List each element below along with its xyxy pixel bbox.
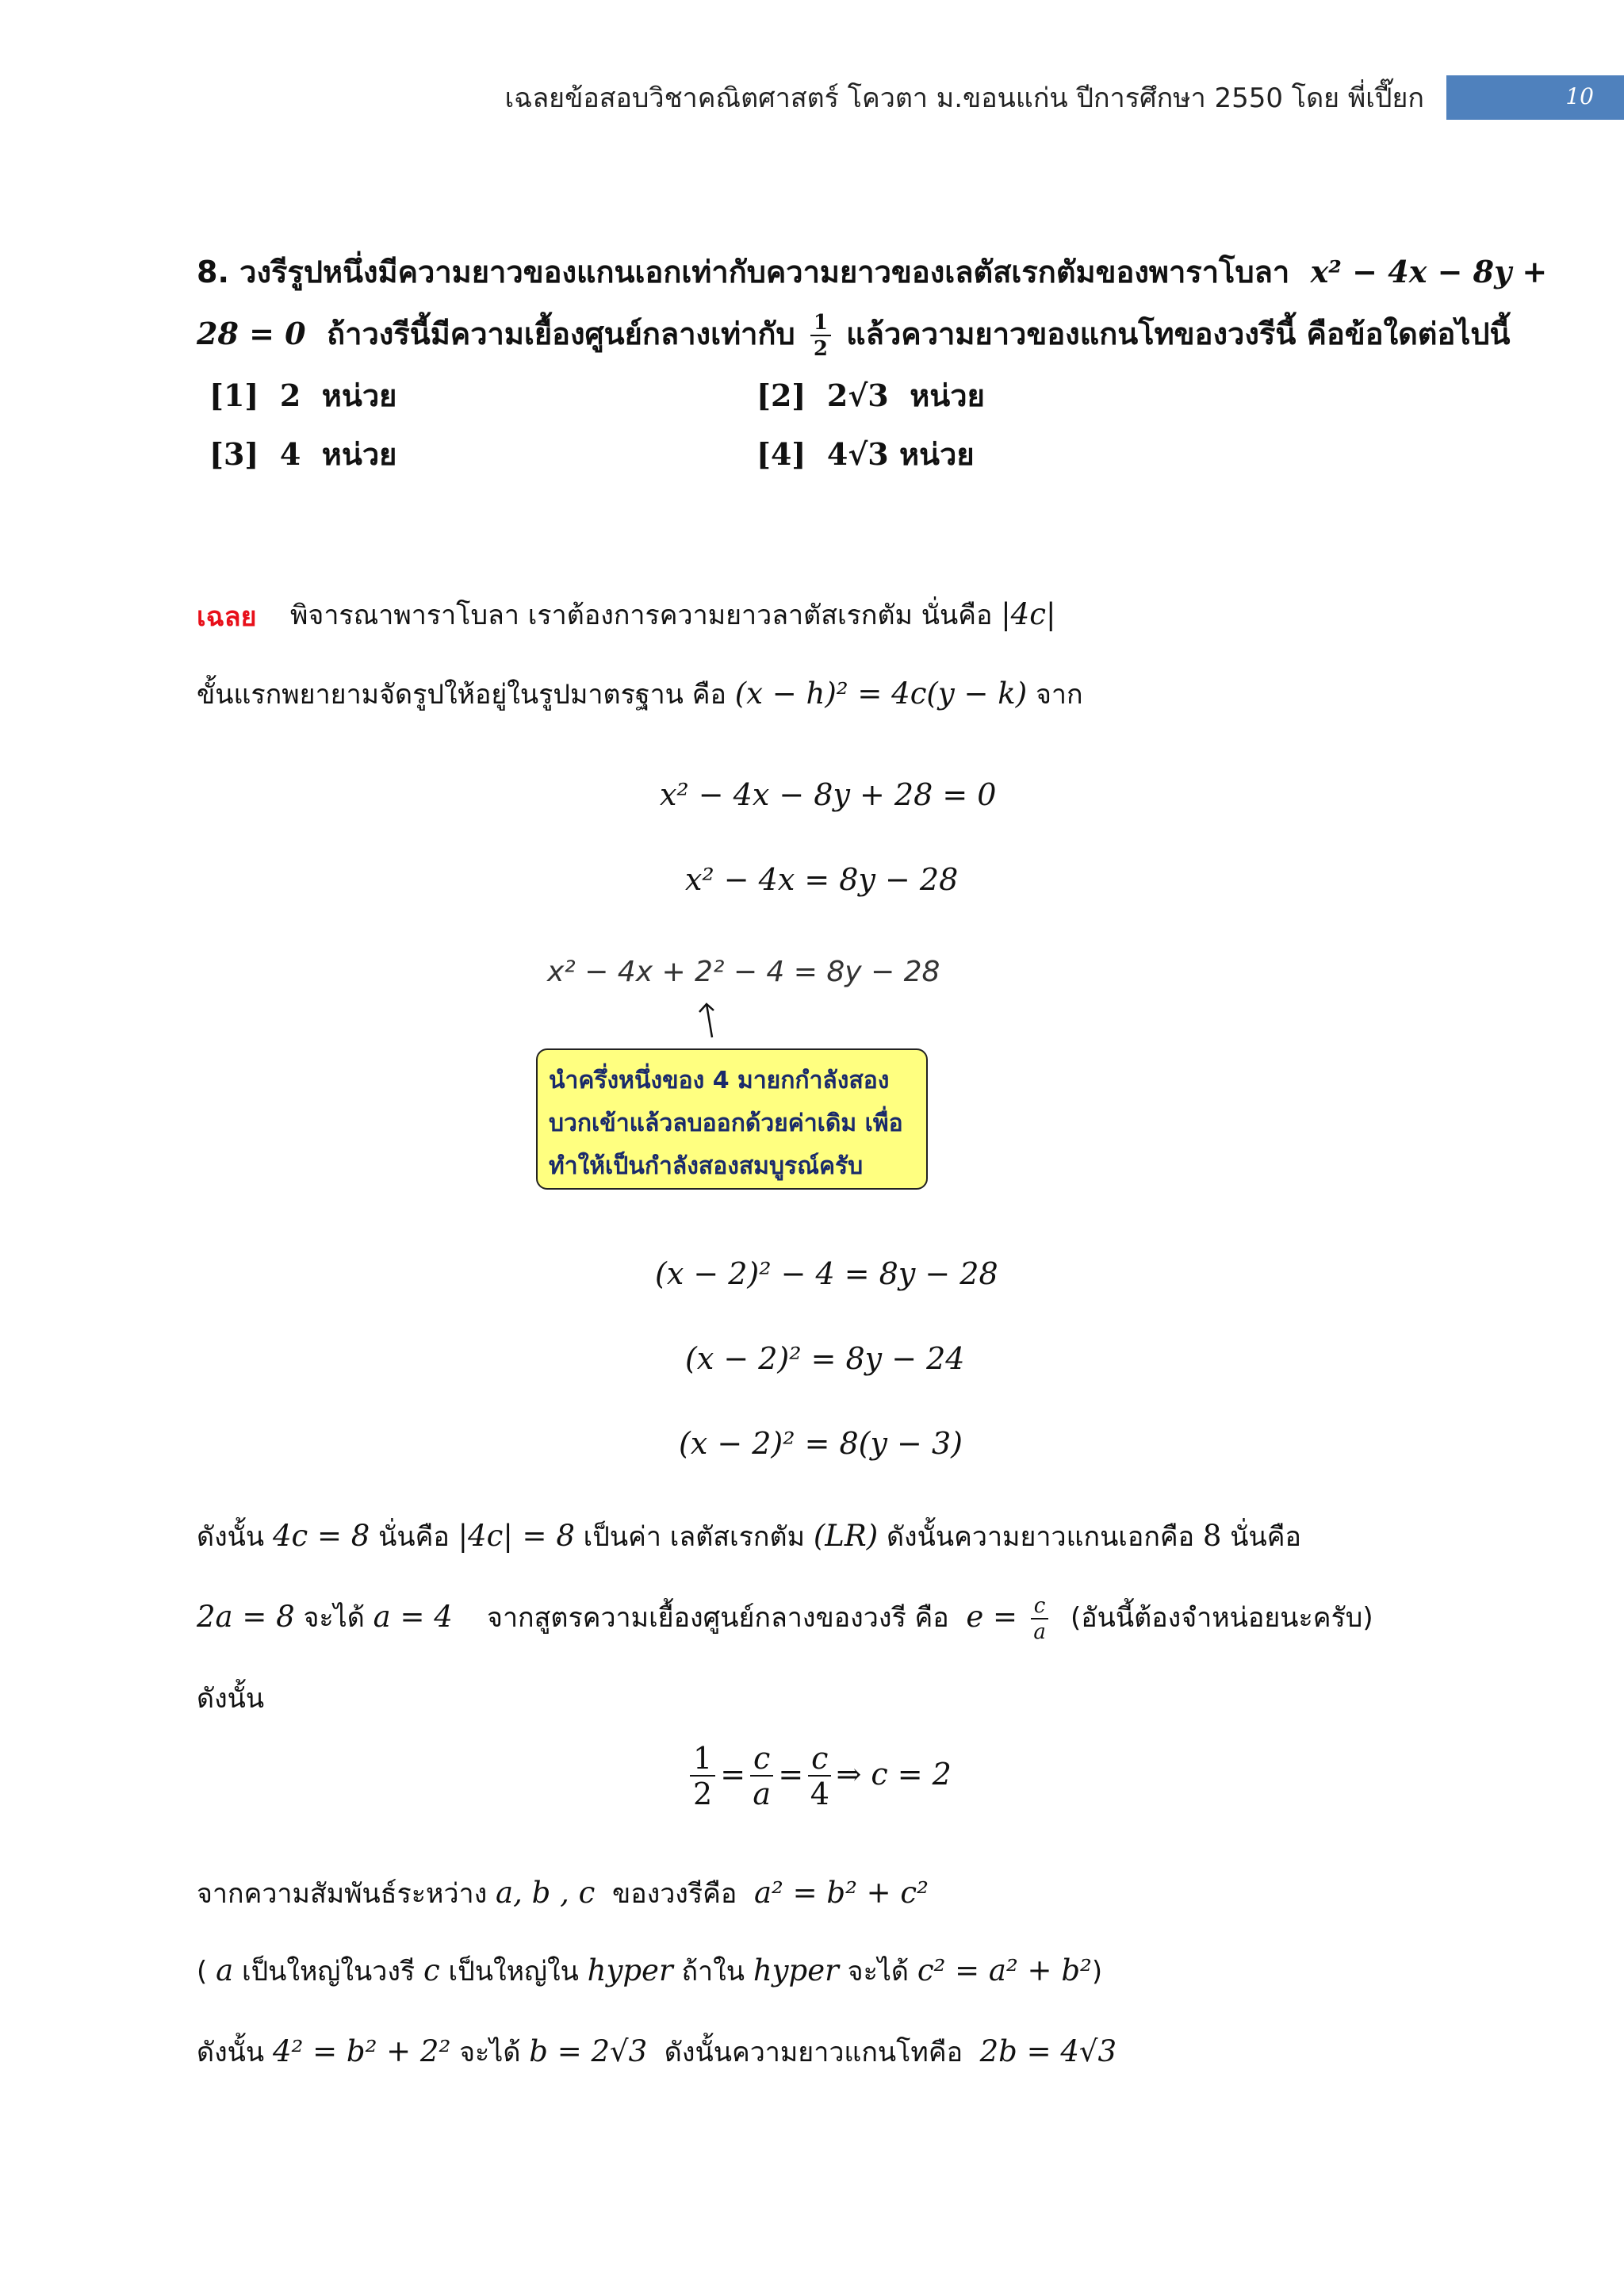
solution-math: 2a = 8: [197, 1600, 295, 1634]
choice-unit: หน่วย: [910, 378, 985, 413]
solution-math: 4c = 8: [272, 1519, 370, 1553]
solution-math: 8: [1202, 1519, 1222, 1553]
fraction-numerator: 1: [810, 312, 831, 336]
solution-line-latus: [197, 1515, 1301, 1558]
solution-text: ดังนั้นความยาวแกนเอกคือ: [886, 1521, 1195, 1553]
question-equation-a: x² − 4x − 8y +: [1310, 254, 1548, 289]
choice-tag: [3]: [209, 436, 259, 472]
solution-math: |4c|: [1001, 597, 1056, 631]
question-text-b: ถ้าวงรีนี้มีความเยื้องศูนย์กลางเท่ากับ: [327, 316, 795, 351]
solution-math: a: [216, 1953, 234, 1987]
solution-text: ของวงรีคือ: [611, 1878, 737, 1910]
choice-4: [756, 430, 975, 478]
fraction-c-over-a: [750, 1743, 773, 1809]
solution-math: e =: [966, 1600, 1017, 1634]
solution-line-therefore: ดังนั้น: [197, 1683, 265, 1715]
equals-sign: =: [720, 1757, 746, 1792]
question-text-c: แล้วความยาวของแกนโทของวงรีนี้ คือข้อใดต่อไปนี้: [846, 316, 1511, 351]
fraction-denominator: a: [753, 1777, 771, 1811]
fraction-denominator: a: [1033, 1620, 1046, 1644]
fraction-numerator: c: [750, 1743, 773, 1777]
solution-line-2: [197, 673, 1083, 715]
fraction-one-half: [690, 1743, 715, 1809]
solution-line-eccentricity: [197, 1596, 1373, 1642]
solution-math: a = 4: [373, 1600, 453, 1634]
solution-text: จะได้: [459, 2037, 521, 2068]
solution-text: (: [197, 1956, 208, 1987]
solution-math: c: [423, 1953, 440, 1987]
question-number: 8.: [197, 255, 229, 289]
solution-text: จาก: [1035, 679, 1083, 711]
solution-math: (LR): [813, 1519, 879, 1553]
solution-text: เป็นใหญ่ในวงรี: [241, 1956, 416, 1987]
solution-text: ถ้าใน: [681, 1956, 745, 1987]
solution-text: นั่นคือ: [1230, 1521, 1301, 1553]
solution-text: จากความสัมพันธ์ระหว่าง: [197, 1878, 488, 1910]
solution-text: จะได้: [847, 1956, 910, 1987]
fraction-c-over-4: [808, 1743, 831, 1809]
solution-math: hyper: [587, 1953, 673, 1987]
solution-line-1: [290, 593, 1055, 636]
equation-4: (x − 2)² − 4 = 8y − 28: [655, 1256, 998, 1291]
solution-math: b = 2√3: [529, 2034, 648, 2068]
choice-2: [756, 371, 985, 420]
up-arrow-icon: [696, 1001, 728, 1039]
eccentricity-fraction: [810, 312, 831, 359]
page-number-box: [1446, 75, 1624, 120]
equation-7: [685, 1743, 952, 1809]
c-over-a-fraction: [1031, 1596, 1049, 1642]
solution-text: (อันนี้ต้องจำหน่อยนะครับ): [1070, 1602, 1373, 1634]
choice-value: 2: [279, 378, 301, 413]
solution-math: a² = b² + c²: [753, 1876, 929, 1910]
equals-sign: =: [778, 1757, 804, 1792]
solution-text: จะได้: [303, 1602, 365, 1634]
choice-value: 2√3: [826, 378, 889, 413]
choice-value: 4√3: [826, 436, 889, 472]
choice-unit: หน่วย: [321, 378, 397, 413]
solution-math: (x − h)² = 4c(y − k): [734, 677, 1028, 711]
solution-math: 4² = b² + 2²: [272, 2034, 451, 2068]
choice-tag: [4]: [756, 436, 806, 472]
solution-math: hyper: [753, 1953, 839, 1987]
solution-text: จากสูตรความเยื้องศูนย์กลางของวงรี คือ: [487, 1602, 949, 1634]
choice-value: 4: [279, 436, 301, 472]
callout-note: [536, 1048, 928, 1190]
fraction-denominator: 2: [693, 1777, 713, 1811]
fraction-numerator: c: [1031, 1596, 1049, 1619]
solution-label: เฉลย: [197, 601, 257, 633]
equation-6: (x − 2)² = 8(y − 3): [679, 1426, 963, 1461]
equation-result: ⇒ c = 2: [836, 1757, 952, 1792]
choice-unit: หน่วย: [321, 437, 397, 472]
fraction-denominator: 4: [810, 1777, 829, 1811]
question-line-2: [197, 309, 1511, 359]
question-text-a: วงรีรูปหนึ่งมีความยาวของแกนเอกเท่ากับความยาวของเลตัสเรกตัมของพาราโบลา: [239, 255, 1290, 289]
solution-math: c² = a² + b²: [917, 1953, 1092, 1987]
solution-text: ): [1091, 1956, 1103, 1987]
solution-text: ดังนั้น: [197, 1521, 265, 1553]
equation-1: x² − 4x − 8y + 28 = 0: [660, 777, 997, 812]
question-line-1: [197, 247, 1547, 296]
solution-line-answer: [197, 2030, 1116, 2073]
note-line: ทำให้เป็นกำลังสองสมบูรณ์ครับ: [549, 1152, 864, 1180]
fraction-denominator: 2: [813, 337, 828, 361]
solution-math: |4c| = 8: [458, 1519, 575, 1553]
equation-2: x² − 4x = 8y − 28: [685, 862, 959, 897]
choice-unit: หน่วย: [898, 437, 975, 472]
solution-line-hyper-note: [197, 1949, 1102, 1992]
solution-text: ดังนั้นความยาวแกนโทคือ: [664, 2037, 963, 2068]
equation-3: x² − 4x + 2² − 4 = 8y − 28: [547, 956, 940, 988]
solution-line-relation: [197, 1872, 929, 1915]
solution-text: ดังนั้น: [197, 2037, 265, 2068]
solution-text: พิจารณาพาราโบลา เราต้องการความยาวลาตัสเรกตัม นั่นคือ: [290, 600, 993, 631]
fraction-numerator: c: [808, 1743, 831, 1777]
fraction-numerator: 1: [690, 1743, 715, 1777]
solution-text: เป็นใหญ่ใน: [448, 1956, 579, 1987]
choice-tag: [2]: [756, 378, 806, 413]
solution-math: a, b , c: [496, 1876, 596, 1910]
choice-tag: [1]: [209, 378, 259, 413]
page-number: 10: [1565, 83, 1594, 109]
choice-1: [209, 371, 396, 420]
header-title: เฉลยข้อสอบวิชาคณิตศาสตร์ โควตา ม.ขอนแก่น ปีการศึกษา 2550 โดย พี่เปี๊ยก: [504, 82, 1424, 114]
solution-math: 2b = 4√3: [979, 2034, 1117, 2068]
equation-5: (x − 2)² = 8y − 24: [685, 1341, 965, 1376]
note-line: นำครึ่งหนึ่งของ 4 มายกกำลังสอง: [549, 1067, 890, 1094]
choice-3: [209, 430, 396, 478]
note-line: บวกเข้าแล้วลบออกด้วยค่าเดิม เพื่อ: [549, 1110, 903, 1137]
solution-text: ขั้นแรกพยายามจัดรูปให้อยู่ในรูปมาตรฐาน คือ: [197, 679, 726, 711]
question-equation-b: 28 = 0: [197, 316, 306, 351]
solution-text: เป็นค่า เลตัสเรกตัม: [583, 1521, 806, 1553]
solution-text: นั่นคือ: [378, 1521, 450, 1553]
